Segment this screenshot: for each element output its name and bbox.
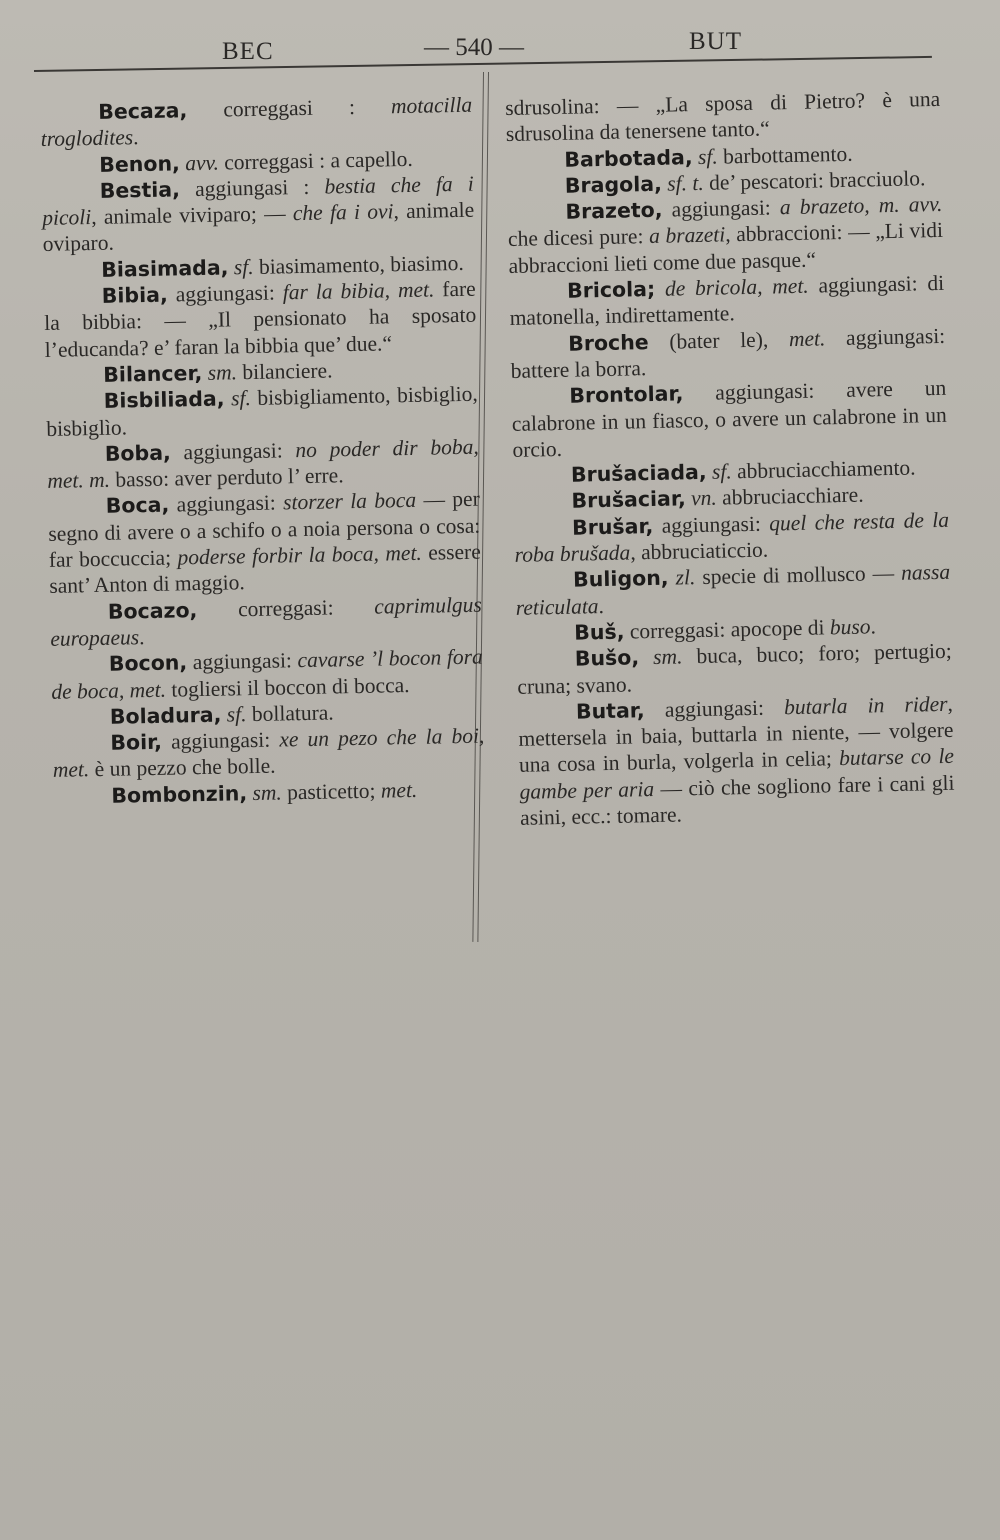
entry-italic-text: poderse forbir la boca, met. <box>177 540 423 570</box>
entry-headword: Brazeto, <box>565 197 663 224</box>
entry-text: , abbruciaticcio. <box>630 537 769 565</box>
entry-italic-text: sm. <box>207 360 238 385</box>
entry-text: aggiungasi: di matonella, indirettamente. <box>509 270 945 331</box>
entry-italic-text: sm. <box>652 644 683 670</box>
entry-italic-text: far la bibia, met. <box>282 277 435 305</box>
entry-headword: Boladura, <box>109 702 222 729</box>
entry-text: buca, buco; foro; pertugio; cruna; svano. <box>517 639 952 699</box>
entry-headword: Bušo, <box>574 645 640 671</box>
entry-headword: Brušaciada, <box>570 460 707 487</box>
entry-text: , mettersela in baia, buttarla in niente, — volgere una cosa in burla, volgerla in celia; <box>518 691 954 778</box>
entry-text: correggasi : <box>187 94 392 123</box>
entry-headword: Bilancer, <box>103 360 203 387</box>
entry-italic-text: butarse co le gambe per aria <box>519 744 955 804</box>
entry-headword: Becaza, <box>98 98 188 124</box>
entry-text: correggasi: apocope di <box>624 615 831 644</box>
entry-italic-text: buso <box>829 614 871 640</box>
entry-headword: Bricola; <box>566 276 656 303</box>
entry-text: abbruciacchiare. <box>716 483 864 511</box>
entry-headword: Bombonzin, <box>111 780 248 808</box>
entry-text: aggiungasi: avere un calabrone in un fiasco, o avere un calabrone in un orcio. <box>511 376 948 462</box>
entry-headword: Butar, <box>575 698 645 724</box>
entry-text: sdrusolina: — „La sposa di Pietro? è una sdrusolina da tenersene tanto.“ <box>505 86 941 147</box>
entry-italic-text: che fa i ovi <box>292 199 394 226</box>
entry-headword: Brušar, <box>571 513 654 540</box>
entry-headword: Boca, <box>105 493 170 519</box>
entry-italic-text: sf. <box>230 386 252 411</box>
dictionary-entry <box>515 559 951 621</box>
entry-text: bisbigliamento, bisbiglio, bisbiglìo. <box>46 381 478 441</box>
entry-headword: Buš, <box>574 619 625 645</box>
entry-text: aggiungasi: <box>169 490 284 518</box>
entry-text: — ciò che sogliono fare i cani gli asini, ecc.: tomare. <box>519 770 955 830</box>
entry-italic-text: met. <box>788 326 826 351</box>
entry-headword: Bragola, <box>564 171 663 198</box>
entry-text: fare la bibbia: — „Il pensionato ha sposato l’educanda? e’ faran la bibbia que’ due.“ <box>44 276 477 362</box>
entry-italic-text: de bricola, met. <box>664 273 809 301</box>
dictionary-entry <box>40 92 473 153</box>
dictionary-entry <box>50 591 483 652</box>
entry-headword: Boba, <box>104 440 172 466</box>
entry-italic-text: xe un pezo che la boi, met. <box>52 723 485 783</box>
dictionary-entry <box>511 375 948 463</box>
entry-text: aggiungasi: <box>161 727 280 754</box>
entry-italic-text: sf. <box>697 144 718 169</box>
entry-text: de’ pescatori: bracciuolo. <box>703 166 926 195</box>
page-number: — 540 — <box>424 34 524 61</box>
entry-headword: Brušaciar, <box>571 486 687 514</box>
entry-text: . <box>132 125 139 150</box>
entry-headword: Biasimada, <box>101 255 229 282</box>
entry-italic-text: sf. <box>711 459 732 484</box>
entry-italic-text: avv. <box>184 150 220 175</box>
dictionary-entry <box>518 691 956 832</box>
left-column <box>40 92 486 810</box>
entry-text: , animale viviparo; — <box>90 201 294 230</box>
entry-text: , animale oviparo. <box>42 197 475 257</box>
dictionary-entry <box>46 381 479 442</box>
entry-headword: Boir, <box>110 729 163 755</box>
entry-text: aggiungasi: <box>186 648 298 675</box>
entry-italic-text: vn. <box>690 486 718 511</box>
dictionary-entry <box>507 191 944 279</box>
dictionary-entry <box>52 723 485 784</box>
entry-headword: Buligon, <box>572 566 669 593</box>
entry-text: (bater le), <box>648 326 790 354</box>
entry-text: . <box>598 593 605 618</box>
entry-text <box>655 277 665 301</box>
entry-text: . <box>138 625 145 650</box>
right-column <box>505 86 955 831</box>
header-left-guideword: BEC <box>222 38 274 65</box>
entry-text: abbruciacchiamento. <box>731 455 916 484</box>
entry-italic-text: sm. <box>252 780 282 805</box>
dictionary-entry <box>510 323 946 385</box>
entry-text: — per segno di avere o a schifo o a noia persona o cosa: far boccuccia; <box>48 487 481 572</box>
entry-headword: Brontolar, <box>569 381 684 408</box>
entry-text: specie di mollusco — <box>695 561 902 590</box>
entry-text: togliersi il boccon di bocca. <box>165 672 410 702</box>
entry-italic-text: caprimulgus europaeus <box>50 592 482 651</box>
entry-text: aggiungasi: <box>170 438 296 465</box>
entry-italic-text: a brazeti <box>648 222 726 249</box>
entry-text: , abbraccioni: — „Li vidi abbraccioni lieti come due pasque.“ <box>508 218 944 278</box>
entry-text: aggiungasi: battere la borra. <box>510 323 946 383</box>
entry-headword: Bisbiliada, <box>103 386 225 414</box>
entry-text: correggasi : a capello. <box>218 146 414 175</box>
dictionary-entry <box>48 486 482 599</box>
entry-italic-text: quel che resta de la roba brušada <box>514 507 950 567</box>
entry-text: aggiungasi : <box>179 174 325 202</box>
entry-italic-text: butarla in rider <box>783 691 948 720</box>
entry-text: aggiungasi: <box>662 195 781 222</box>
dictionary-entry <box>47 434 480 495</box>
entry-italic-text: met. <box>380 777 418 803</box>
entry-italic-text: motacilla troglodites <box>40 92 473 152</box>
entry-italic-text: storzer la boca <box>282 488 417 515</box>
entry-text: bollatura. <box>246 700 334 726</box>
entry-headword: Barbotada, <box>564 144 693 172</box>
entry-text: barbottamento. <box>717 141 853 169</box>
entry-italic-text: cavarse ’l bocon fora de boca, met. <box>51 644 484 704</box>
entry-text: che dicesi pure: <box>507 224 650 252</box>
continued-entry <box>505 86 941 148</box>
entry-headword: Broche <box>567 329 649 356</box>
entry-text: essere sant’ Anton di maggio. <box>49 539 481 599</box>
entry-headword: Benon, <box>99 150 181 177</box>
entry-text: biasimamento, biasimo. <box>253 250 464 279</box>
dictionary-entry <box>514 507 950 569</box>
entry-text: aggiungasi: <box>644 695 785 723</box>
entry-headword: Bocon, <box>108 650 188 677</box>
dictionary-entry <box>509 270 945 332</box>
entry-text: aggiungasi: <box>653 511 770 538</box>
entry-text: pasticetto; <box>281 778 382 805</box>
dictionary-entry <box>517 638 953 700</box>
entry-text: correggasi: <box>197 594 375 622</box>
entry-headword: Bocazo, <box>107 597 198 624</box>
entry-italic-text: sf. <box>233 254 254 280</box>
dictionary-entry <box>42 171 475 258</box>
dictionary-entry <box>44 276 477 363</box>
entry-text: basso: aver perduto l’ erre. <box>109 463 344 492</box>
entry-text: aggiungasi: <box>167 280 283 307</box>
header-right-guideword: BUT <box>689 28 742 55</box>
entry-text: . <box>870 614 877 639</box>
entry-italic-text: sf. <box>226 701 247 727</box>
entry-italic-text: zl. <box>675 565 696 590</box>
entry-italic-text: a brazeto, m. avv. <box>779 192 943 220</box>
entry-headword: Bibia, <box>101 282 168 308</box>
dictionary-entry <box>51 644 484 705</box>
entry-headword: Bestia, <box>99 177 181 203</box>
entry-text <box>639 645 654 669</box>
entry-italic-text: no poder dir boba, met. m. <box>47 434 479 494</box>
entry-text: è un pezzo che bolle. <box>89 754 276 782</box>
entry-italic-text: sf. t. <box>666 170 704 196</box>
entry-text: bilanciere. <box>236 358 333 385</box>
entry-italic-text: nassa reticulata <box>515 560 951 620</box>
entry-italic-text: bestia che fa i picoli <box>42 171 474 231</box>
